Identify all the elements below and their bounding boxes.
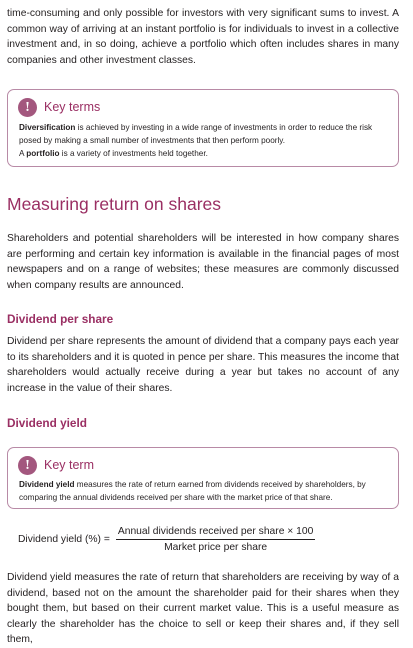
key-term-header [18, 455, 94, 475]
shareholders-paragraph: Shareholders and potential shareholders will be interested in how company shares are performing and certain key information is available in the financial pages of most newspapers and on a range of websites; these measures are commonly discussed when company results are announced. [7, 233, 399, 291]
key-terms-header [18, 97, 100, 117]
portfolio-prefix: A [19, 148, 27, 158]
portfolio-definition: is a variety of investments held together. [59, 148, 208, 158]
term-dividend-yield: Dividend yield [19, 480, 75, 489]
key-terms-box [7, 89, 399, 167]
dividend-per-share-paragraph: Dividend per share represents the amount of dividend that a company pays each year to its shareholders and it is quoted in pence per share. This measures the income that shareholders would actually receive during a year but takes no account of any increase in the value of their shares. [7, 336, 399, 394]
term-portfolio: portfolio [26, 148, 60, 158]
dividend-yield-definition: measures the rate of return earned from dividends received by shareholders, by comparing the annual dividends received per share with the market price of that share. [19, 480, 366, 502]
formula-fraction [116, 526, 316, 553]
key-term-box [7, 447, 399, 509]
key-term-title: Key term [44, 458, 95, 472]
dividend-yield-formula [18, 526, 315, 553]
key-terms-title: Key terms [44, 100, 101, 114]
section-heading: Measuring return on shares [7, 194, 221, 214]
dividend-per-share-heading: Dividend per share [7, 312, 114, 326]
formula-denominator: Market price per share [164, 542, 268, 553]
diversification-definition: is achieved by investing in a wide range of investments in order to reduce the risk posed by making a small number of investments that then perform poorly. [19, 123, 373, 145]
exclamation-icon: ! [18, 456, 37, 475]
intro-paragraph: time-consuming and only possible for investors with very significant sums to invest. A common way of arriving at an instant portfolio is for individuals to invest in a collective investment and, in so doing, achieve a portfolio which often includes shares in many companies and other investment classes. [7, 8, 399, 66]
exclamation-icon: ! [18, 98, 37, 117]
dividend-yield-heading: Dividend yield [7, 416, 87, 430]
formula-numerator: Annual dividends received per share × 100 [116, 526, 316, 540]
key-term-body [19, 479, 385, 505]
key-terms-body [19, 122, 385, 160]
term-diversification: Diversification [19, 123, 76, 132]
formula-left-side: Dividend yield (%) = [18, 534, 110, 545]
dividend-yield-paragraph: Dividend yield measures the rate of return that shareholders are receiving by way of a dividend, based not on the amount the shareholder paid for their shares when they bought them, but based on their current market value. This is a useful measure as clearly the shareholder has the choice to sell or keep their shares and, if they sell them, [7, 572, 399, 646]
